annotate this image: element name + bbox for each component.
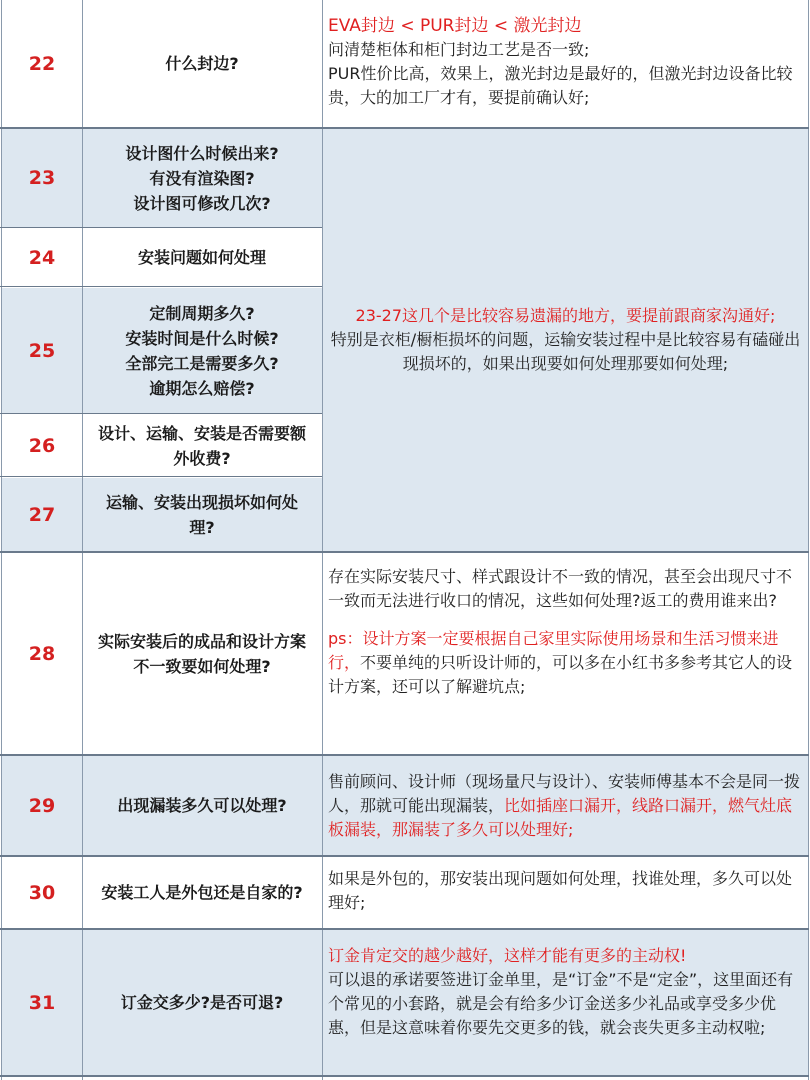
- question-text: 安装时间是什么时候?: [125, 328, 279, 348]
- question-cell: [82, 553, 322, 754]
- question-text: 外收费?: [173, 448, 231, 468]
- question-cell: [82, 756, 322, 855]
- row-divider: [0, 928, 809, 930]
- question-text: 设计、运输、安装是否需要额: [97, 423, 306, 443]
- answer-text: 特别是衣柜/橱柜损坏的问题，运输安装过程中是比较容易有磕碰出现损坏的，如果出现要如何处理那要如何处理;: [330, 330, 801, 373]
- answer-text: 存在实际安装尺寸、样式跟设计不一致的情况，甚至会出现尺寸不一致而无法进行收口的情况，这些如何处理?返工的费用谁来出?: [328, 567, 793, 610]
- answer-cell: [322, 553, 809, 754]
- row-divider: [0, 754, 809, 756]
- question-text: 出现漏装多久可以处理?: [117, 796, 287, 815]
- question-cell: [82, 129, 322, 227]
- answer-cell: [322, 756, 809, 855]
- answer-highlight: 23-27这几个是比较容易遗漏的地方，要提前跟商家沟通好;: [355, 306, 776, 325]
- question-text: 不一致要如何处理?: [133, 656, 271, 676]
- answer-text: PUR性价比高，效果上，激光封边是最好的，但激光封边设备比较贵，大的加工厂才有，要提前确认好;: [328, 64, 793, 107]
- row-number: 24: [2, 229, 82, 286]
- answer-text: 可以退的承诺要签进订金单里，是“订金”不是“定金”，这里面还有个常见的小套路，就是会有给多少订金送多少礼品或享受多少优惠，但是这意味着你要先交更多的钱，就会丧失更多主动权啦;: [328, 970, 794, 1037]
- merged-answer-cell: [322, 129, 809, 551]
- question-text: 订金交多少?是否可退?: [120, 993, 284, 1012]
- table-border-right: [808, 0, 809, 1080]
- row-divider: [0, 127, 809, 129]
- row-divider: [0, 227, 322, 228]
- answer-highlight: EVA封边 < PUR封边 < 激光封边: [328, 16, 582, 36]
- answer-cell: [322, 930, 809, 1075]
- question-text: 全部完工是需要多久?: [125, 353, 279, 373]
- row-number: 23: [2, 129, 82, 227]
- question-text: 逾期怎么赔偿?: [149, 378, 255, 398]
- question-cell: [82, 415, 322, 476]
- table-border-left: [1, 0, 2, 1080]
- answer-cell: [322, 0, 809, 127]
- answer-highlight: 比如插座口漏开，线路口漏开，燃气灶底板漏装，那漏装了多久可以处理好;: [328, 796, 793, 839]
- row-number: 22: [2, 0, 82, 127]
- row-number: 28: [2, 553, 82, 754]
- question-text: 设计图什么时候出来?: [125, 143, 279, 163]
- question-text: 定制周期多久?: [149, 303, 255, 323]
- question-cell: [82, 478, 322, 551]
- row-number: 25: [2, 288, 82, 413]
- question-cell: [82, 0, 322, 127]
- row-number: 27: [2, 478, 82, 551]
- question-text: 理?: [189, 517, 215, 537]
- row-divider: [0, 286, 322, 287]
- question-cell: [82, 857, 322, 928]
- row-number: 31: [2, 930, 82, 1075]
- answer-text: 售前顾问、设计师（现场量尺与设计）、安装师傅基本不会是同一拨人，那就可能出现漏装，: [328, 772, 801, 815]
- answer-cell: [322, 857, 809, 928]
- question-text: 安装工人是外包还是自家的?: [101, 883, 303, 902]
- question-text: 有没有渲染图?: [149, 168, 255, 188]
- question-text: 安装问题如何处理: [137, 248, 266, 267]
- question-cell: [82, 229, 322, 286]
- answer-highlight: ps：设计方案一定要根据自己家里实际使用场景和生活习惯来进行，: [328, 629, 779, 672]
- row-divider: [0, 476, 322, 477]
- column-divider: [82, 0, 83, 1080]
- row-divider: [0, 551, 809, 553]
- row-number: 29: [2, 756, 82, 855]
- question-cell: [82, 930, 322, 1075]
- question-cell: [82, 288, 322, 413]
- row-number: 30: [2, 857, 82, 928]
- row-divider: [0, 1075, 809, 1077]
- question-text: 实际安装后的成品和设计方案: [97, 631, 306, 651]
- answer-text: 问清楚柜体和柜门封边工艺是否一致;: [328, 40, 590, 59]
- answer-highlight: 订金肯定交的越少越好，这样才能有更多的主动权!: [328, 946, 687, 965]
- question-text: 设计图可修改几次?: [133, 193, 271, 213]
- question-text: 什么封边?: [165, 54, 239, 73]
- row-divider: [0, 855, 809, 857]
- row-divider: [0, 413, 322, 414]
- question-text: 运输、安装出现损坏如何处: [105, 492, 298, 512]
- answer-text: 如果是外包的，那安装出现问题如何处理，找谁处理，多久可以处理好;: [328, 869, 793, 912]
- answer-text: 不要单纯的只听设计师的，可以多在小红书多参考其它人的设计方案，还可以了解避坑点;: [328, 653, 793, 696]
- row-number: 26: [2, 415, 82, 476]
- column-divider: [322, 0, 323, 1080]
